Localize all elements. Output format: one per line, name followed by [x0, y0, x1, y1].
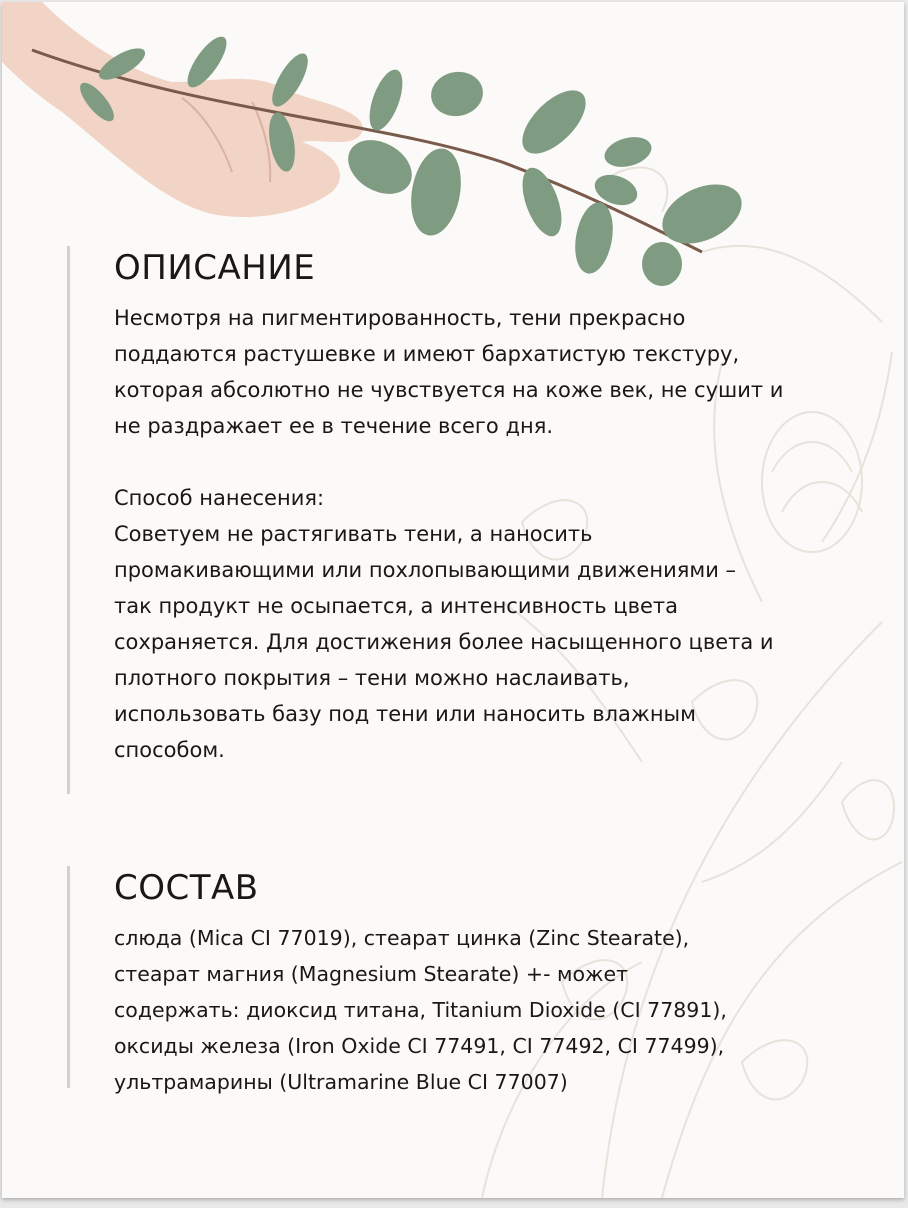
composition-accent-line: [67, 866, 70, 1088]
application-line: сохраняется. Для достижения более насыщенного цвета и: [114, 630, 774, 654]
description-line: Несмотря на пигментированность, тени прекрасно: [114, 306, 686, 330]
hand-icon: [2, 2, 363, 217]
composition-line: стеарат магния (Magnesium Stearate) +- может: [114, 962, 629, 986]
composition-line: ультрамарины (Ultramarine Blue CI 77007): [114, 1070, 568, 1094]
composition-line: слюда (Mica CI 77019), стеарат цинка (Zinc Stearate),: [114, 926, 690, 950]
application-line: плотного покрытия – тени можно наслаивать,: [114, 666, 630, 690]
application-line: так продукт не осыпается, а интенсивность цвета: [114, 594, 678, 618]
application-method-title: Способ нанесения:: [114, 486, 325, 510]
composition-text: [114, 920, 727, 1100]
application-line: Советуем не растягивать тени, а наносить: [114, 522, 593, 546]
application-line: использовать базу под тени или наносить влажным: [114, 702, 696, 726]
application-line: способом.: [114, 738, 225, 762]
description-text: [114, 300, 783, 444]
application-line: промакивающими или похлопывающими движениями –: [114, 558, 737, 582]
description-line: которая абсолютно не чувствуется на коже век, не сушит и: [114, 378, 784, 402]
application-method-text: [114, 480, 774, 768]
composition-line: содержать: диоксид титана, Titanium Dioxide (CI 77891),: [114, 998, 727, 1022]
description-line: не раздражает ее в течение всего дня.: [114, 414, 554, 438]
description-accent-line: [67, 246, 70, 794]
description-line: поддаются растушевке и имеют бархатистую текстуру,: [114, 342, 740, 366]
composition-line: оксиды железа (Iron Oxide CI 77491, CI 77492, CI 77499),: [114, 1034, 725, 1058]
composition-heading: СОСТАВ: [114, 868, 259, 908]
product-card: [2, 2, 904, 1198]
description-heading: ОПИСАНИЕ: [114, 248, 316, 288]
